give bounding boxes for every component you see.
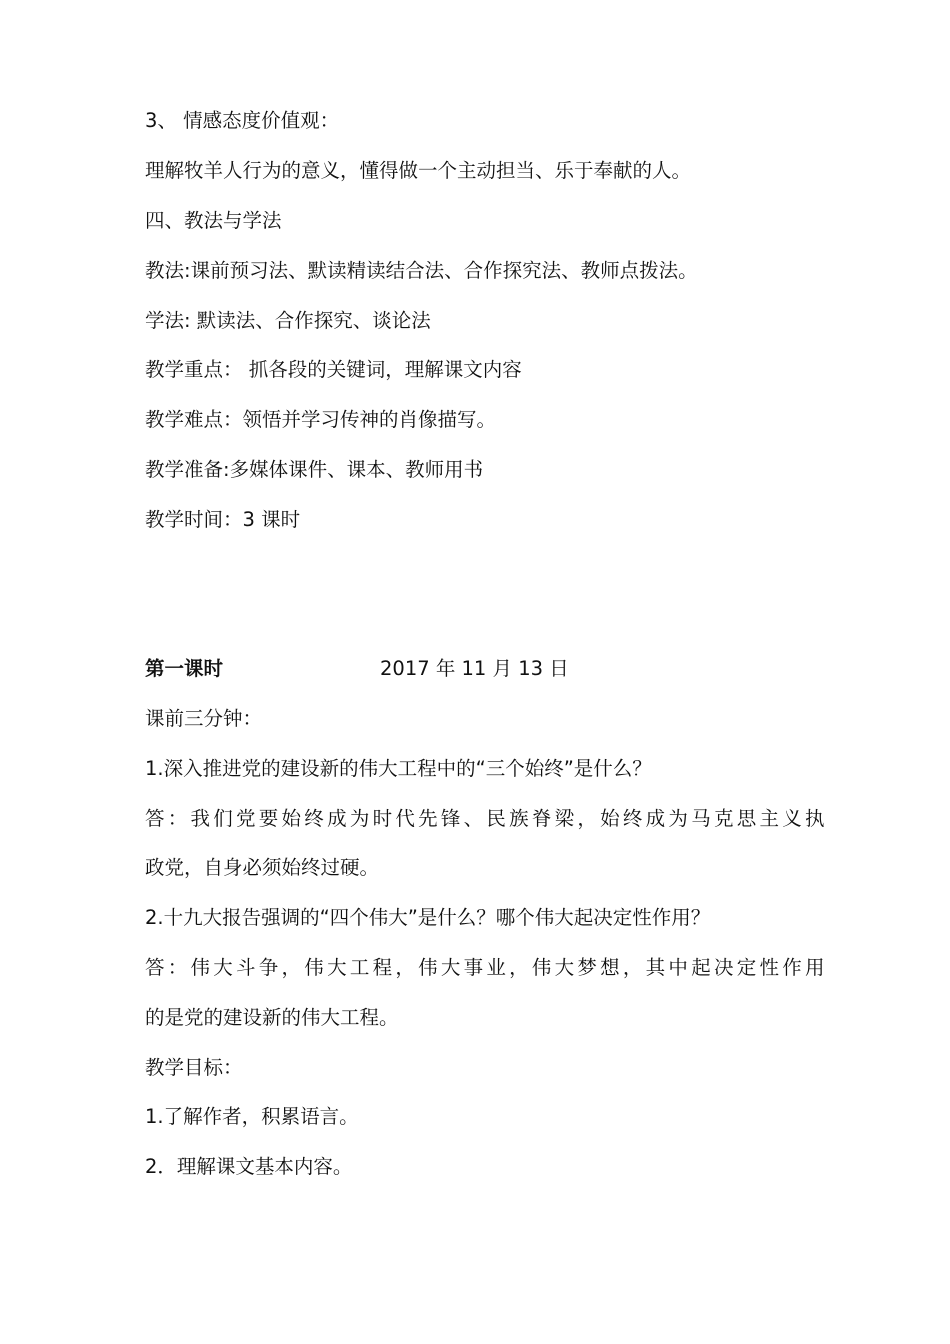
section-heading-methods: 四、教法与学法 — [145, 209, 282, 232]
answer-line: 答：我们党要始终成为时代先锋、民族脊梁，始终成为马克思主义执 — [145, 807, 825, 830]
objective-item: 2．理解课文基本内容。 — [145, 1155, 353, 1178]
body-text-line: 理解牧羊人行为的意义，懂得做一个主动担当、乐于奉献的人。 — [145, 159, 692, 182]
answer-line-continued: 的是党的建设新的伟大工程。 — [145, 1006, 399, 1029]
answer-line: 答：伟大斗争，伟大工程，伟大事业，伟大梦想，其中起决定性作用 — [145, 956, 825, 979]
question-line: 1.深入推进党的建设新的伟大工程中的“三个始终”是什么？ — [145, 757, 652, 780]
preparation-line: 教学准备:多媒体课件、课本、教师用书 — [145, 458, 484, 481]
learning-method-line: 学法: 默读法、合作探究、谈论法 — [145, 309, 431, 332]
pre-class-heading: 课前三分钟： — [145, 707, 263, 730]
question-line: 2.十九大报告强调的“四个伟大”是什么？哪个伟大起决定性作用？ — [145, 906, 711, 929]
lesson-date: 2017 年 11 月 13 日 — [380, 657, 569, 680]
key-points-line: 教学重点： 抓各段的关键词，理解课文内容 — [145, 358, 522, 381]
section-heading-emotion-values: 3、 情感态度价值观： — [145, 109, 340, 132]
objective-item: 1.了解作者，积累语言。 — [145, 1105, 359, 1128]
teaching-time-line: 教学时间：3 课时 — [145, 508, 301, 531]
lesson-title: 第一课时 — [145, 657, 224, 680]
teaching-method-line: 教法:课前预习法、默读精读结合法、合作探究法、教师点拨法。 — [145, 259, 698, 282]
objectives-heading: 教学目标： — [145, 1056, 243, 1079]
difficult-points-line: 教学难点：领悟并学习传神的肖像描写。 — [145, 408, 497, 431]
answer-line-continued: 政党，自身必须始终过硬。 — [145, 856, 380, 879]
